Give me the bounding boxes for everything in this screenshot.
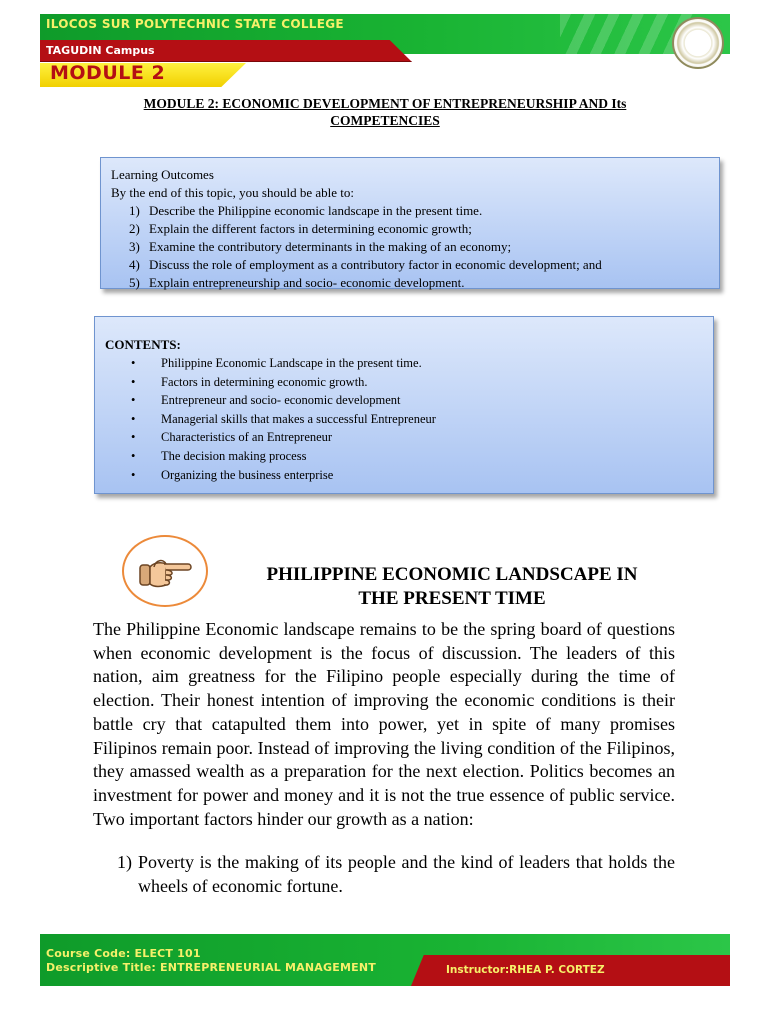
outcome-number: 1) xyxy=(129,203,140,218)
numbered-list-item xyxy=(117,851,675,898)
contents-item: • Philippine Economic Landscape in the present time. xyxy=(127,354,703,373)
outcome-item xyxy=(129,238,709,256)
body-paragraph: The Philippine Economic landscape remains to be the spring board of questions when economic development is the focus of discussion. The leaders of this nation, aim greatness for the Filipino people especially during the time of election. Their honest intention of improving the economic conditions is their battle cry that catapulted them into power, yet in spite of many promises Filipinos remain poor. Instead of improving the living condition of the Filipinos, they amassed wealth as a preparation for the next election. Politics becomes an investment for power and money and it is not the true essence of public service. Two important factors hinder our growth as a nation: xyxy=(93,619,675,829)
list-item-number: 1) xyxy=(117,852,132,872)
outcome-text: Discuss the role of employment as a contributory factor in economic development; and xyxy=(149,257,602,272)
institution-name: ILOCOS SUR POLYTECHNIC STATE COLLEGE xyxy=(46,17,344,31)
outcome-number: 4) xyxy=(129,257,140,272)
instructor-name: Instructor:RHEA P. CORTEZ xyxy=(446,964,605,976)
learning-outcomes-intro: By the end of this topic, you should be able to: xyxy=(111,185,354,200)
contents-title: CONTENTS: xyxy=(105,337,181,352)
outcome-item xyxy=(129,256,709,274)
outcome-text: Describe the Philippine economic landscape in the present time. xyxy=(149,203,483,218)
outcome-text: Examine the contributory determinants in the making of an economy; xyxy=(149,239,512,254)
module-heading xyxy=(100,95,670,129)
outcome-item xyxy=(129,202,709,220)
course-code: Course Code: ELECT 101 xyxy=(46,947,201,960)
outcome-number: 2) xyxy=(129,221,140,236)
contents-item: • The decision making process xyxy=(127,447,703,466)
contents-item: • Entrepreneur and socio- economic development xyxy=(127,391,703,410)
contents-list xyxy=(127,354,703,484)
module-badge: MODULE 2 xyxy=(50,62,166,84)
section-title-line1: PHILIPPINE ECONOMIC LANDSCAPE IN xyxy=(266,564,638,585)
contents-item: • Factors in determining economic growth. xyxy=(127,373,703,392)
contents-item: • Managerial skills that makes a successful Entrepreneur xyxy=(127,410,703,429)
outcome-item xyxy=(129,220,709,238)
contents-item: • Characteristics of an Entrepreneur xyxy=(127,428,703,447)
learning-outcomes-box xyxy=(100,157,720,289)
learning-outcomes-title: Learning Outcomes xyxy=(111,167,214,182)
module-heading-line2: COMPETENCIES xyxy=(330,113,440,128)
outcome-number: 3) xyxy=(129,239,140,254)
list-item-text: Poverty is the making of its people and the kind of leaders that holds the wheels of economic fortune. xyxy=(138,852,675,896)
module-heading-line1: MODULE 2: ECONOMIC DEVELOPMENT OF ENTREPRENEURSHIP AND Its xyxy=(143,96,627,111)
outcome-number: 5) xyxy=(129,275,140,290)
descriptive-title: Descriptive Title: ENTREPRENEURIAL MANAGEMENT xyxy=(46,961,376,974)
learning-outcomes-list xyxy=(129,202,709,292)
outcome-item xyxy=(129,274,709,292)
outcome-text: Explain the different factors in determining economic growth; xyxy=(149,221,472,236)
outcome-text: Explain entrepreneurship and socio- economic development. xyxy=(149,275,465,290)
campus-name: TAGUDIN Campus xyxy=(46,44,155,57)
section-title xyxy=(234,563,670,611)
pointing-hand-icon xyxy=(136,547,194,595)
section-title-line2: THE PRESENT TIME xyxy=(358,588,546,609)
contents-box xyxy=(94,316,714,494)
contents-item: • Organizing the business enterprise xyxy=(127,466,703,485)
college-seal-logo xyxy=(672,17,724,69)
